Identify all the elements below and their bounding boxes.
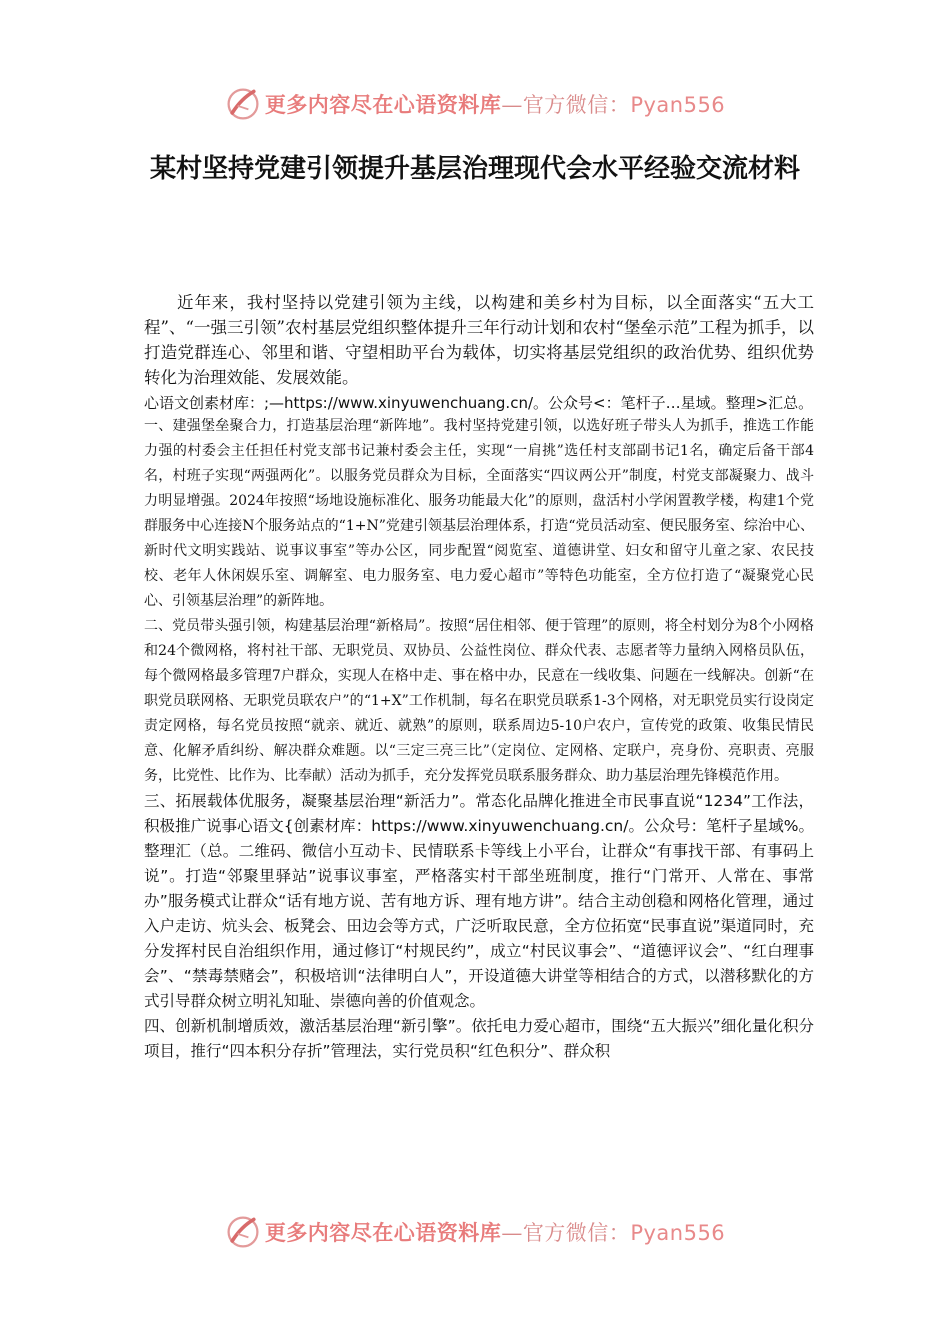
footer-watermark-banner <box>0 1210 950 1254</box>
source-note: 心语文创素材库：;—https://www.xinyuwenchuang.cn/。公众号<：笔杆子…星域。整理>汇总。 <box>144 394 814 412</box>
banner-separator: —官方微信： <box>501 93 631 117</box>
intro-paragraph: 近年来，我村坚持以党建引领为主线，以构建和美乡村为目标，以全面落实“五大工程”、“一强三引领”农村基层党组织整体提升三年行动计划和农村“堡垒示范”工程为抓手，以打造党群连心、邻里和谐、守望相助平台为载体，切实将基层党组织的政治优势、组织优势转化为治理效能、发展效能。 <box>144 293 814 387</box>
section-2-paragraph: 二、党员带头强引领，构建基层治理“新格局”。按照“居住相邻、便于管理”的原则，将全村划分为8个小网格和24个微网格，将村社干部、无职党员、双协员、公益性岗位、群众代表、志愿者等力量纳入网格员队伍，每个微网格最多管理7户群众，实现人在格中走、事在格中办，民意在一线收集、问题在一线解决。创新“在职党员联网格、无职党员联农户”的“1+X”工作机制，每名在职党员联系1-3个网格，对无职党员实行设岗定责定网格，每名党员按照“就亲、就近、就熟”的原则，联系周边5-10户农户，宣传党的政策、收集民情民意、化解矛盾纠纷、解决群众难题。以“三定三亮三比”（定岗位、定网格、定联户，亮身份、亮职责、亮服务，比党性、比作为、比奉献）活动为抓手，充分发挥党员联系服务群众、助力基层治理先锋模范作用。 <box>144 618 814 784</box>
section-1-paragraph: 一、建强堡垒聚合力，打造基层治理“新阵地”。我村坚持党建引领，以选好班子带头人为抓手，推选工作能力强的村委会主任担任村党支部书记兼村委会主任，实现“一肩挑”选任村支部副书记1名，确定后备干部4名，村班子实现“两强两化”。以服务党员群众为目标，全面落实“四议两公开”制度，村党支部凝聚力、战斗力明显增强。2024年按照“场地设施标准化、服务功能最大化”的原则，盘活村小学闲置教学楼，构建1个党群服务中心连接N个服务站点的“1+N”党建引领基层治理体系，打造“党员活动室、便民服务室、综治中心、新时代文明实践站、说事议事室”等办公区，同步配置“阅览室、道德讲堂、妇女和留守儿童之家、农民技校、老年人休闲娱乐室、调解室、电力服务室、电力爱心超市”等特色功能室，全方位打造了“凝聚党心民心、引领基层治理”的新阵地。 <box>144 418 814 609</box>
banner-text: 更多内容尽在心语资料库 <box>264 1220 502 1245</box>
banner-wechat-id: Pyan556 <box>630 1221 726 1245</box>
section-4-paragraph: 四、创新机制增质效，激活基层治理“新引擎”。依托电力爱心超市，围绕“五大振兴”细化量化积分项目，推行“四本积分存折”管理法，实行党员积“红色积分”、群众积 <box>144 1017 814 1060</box>
header-watermark-banner <box>0 82 950 126</box>
section-3-paragraph: 三、拓展载体优服务，凝聚基层治理“新活力”。常态化品牌化推进全市民事直说“1234”工作法，积极推广说事心语文{创素材库：https://www.xinyuwenchuang.cn/。公众号：笔杆子星域%。整理汇（总。二维码、微信小互动卡、民情联系卡等线上小平台，让群众“有事找干部、有事码上说”。打造“邻聚里驿站”说事议事室，严格落实村干部坐班制度，推行“门常开、人常在、事常办”服务模式让群众“话有地方说、苦有地方诉、理有地方讲”。结合主动创稳和网格化管理，通过入户走访、炕头会、板凳会、田边会等方式，广泛听取民意，全方位拓宽“民事直说”渠道同时，充分发挥村民自治组织作用，通过修订“村规民约”，成立“村民议事会”、“道德评议会”、“红白理事会”、“禁毒禁赌会”，积极培训“法律明白人”，开设道德大讲堂等相结合的方式，以潜移默化的方式引导群众树立明礼知耻、崇德向善的价值观念。 <box>144 792 814 1010</box>
banner-text: 更多内容尽在心语资料库 <box>264 92 502 117</box>
document-title: 某村坚持党建引领提升基层治理现代会水平经验交流材料 <box>149 154 800 184</box>
banner-separator: —官方微信： <box>501 1221 631 1245</box>
document-body <box>144 290 814 1064</box>
banner-wechat-id: Pyan556 <box>630 93 726 117</box>
brush-logo-icon <box>225 1214 261 1250</box>
brush-logo-icon <box>225 86 261 122</box>
